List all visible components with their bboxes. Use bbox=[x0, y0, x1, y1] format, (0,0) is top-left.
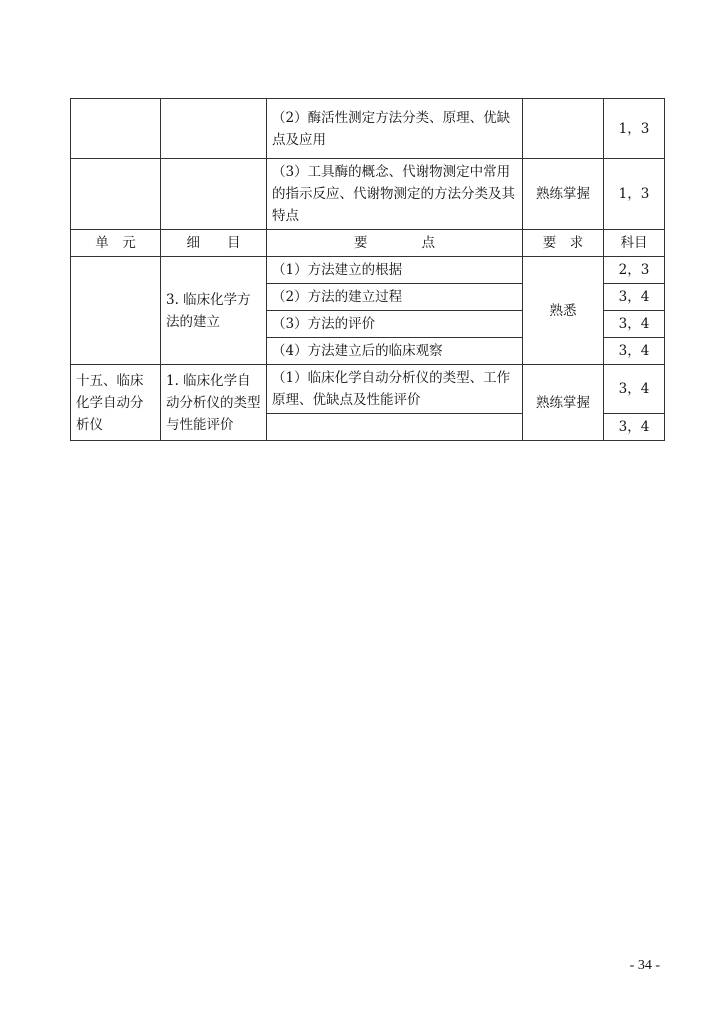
subject-cell: 3，4 bbox=[604, 338, 665, 365]
requirement-cell bbox=[523, 99, 604, 159]
table-row bbox=[71, 99, 665, 159]
subject-cell: 3，4 bbox=[604, 365, 665, 414]
header-detail: 细 目 bbox=[161, 230, 267, 257]
point-cell: （1）方法建立的根据 bbox=[267, 257, 523, 284]
subject-cell: 2，3 bbox=[604, 257, 665, 284]
point-cell: （2）酶活性测定方法分类、原理、优缺点及应用 bbox=[267, 99, 523, 159]
unit-cell bbox=[71, 257, 161, 365]
syllabus-table bbox=[70, 98, 665, 441]
table-row bbox=[71, 159, 665, 230]
detail-cell bbox=[161, 159, 267, 230]
subject-cell: 3，4 bbox=[604, 311, 665, 338]
unit-cell bbox=[71, 159, 161, 230]
requirement-cell: 熟悉 bbox=[523, 257, 604, 365]
header-subject: 科目 bbox=[604, 230, 665, 257]
subject-cell: 1，3 bbox=[604, 159, 665, 230]
point-cell: （2）方法的建立过程 bbox=[267, 284, 523, 311]
header-points: 要 点 bbox=[267, 230, 523, 257]
detail-cell: 3. 临床化学方法的建立 bbox=[161, 257, 267, 365]
table-row bbox=[71, 257, 665, 284]
detail-cell bbox=[161, 99, 267, 159]
detail-cell: 1. 临床化学自动分析仪的类型与性能评价 bbox=[161, 365, 267, 441]
page-number: - 34 - bbox=[629, 958, 660, 973]
requirement-cell: 熟练掌握 bbox=[523, 159, 604, 230]
point-cell: （1）临床化学自动分析仪的类型、工作原理、优缺点及性能评价 bbox=[267, 365, 523, 414]
subject-cell: 1，3 bbox=[604, 99, 665, 159]
point-cell: （3）方法的评价 bbox=[267, 311, 523, 338]
subject-cell: 3，4 bbox=[604, 414, 665, 441]
table-row bbox=[71, 365, 665, 414]
point-cell bbox=[267, 414, 523, 441]
point-cell: （3）工具酶的概念、代谢物测定中常用的指示反应、代谢物测定的方法分类及其特点 bbox=[267, 159, 523, 230]
table-header-row bbox=[71, 230, 665, 257]
unit-cell bbox=[71, 99, 161, 159]
unit-cell: 十五、临床化学自动分析仪 bbox=[71, 365, 161, 441]
requirement-cell: 熟练掌握 bbox=[523, 365, 604, 441]
subject-cell: 3，4 bbox=[604, 284, 665, 311]
header-requirement: 要 求 bbox=[523, 230, 604, 257]
header-unit: 单 元 bbox=[71, 230, 161, 257]
point-cell: （4）方法建立后的临床观察 bbox=[267, 338, 523, 365]
